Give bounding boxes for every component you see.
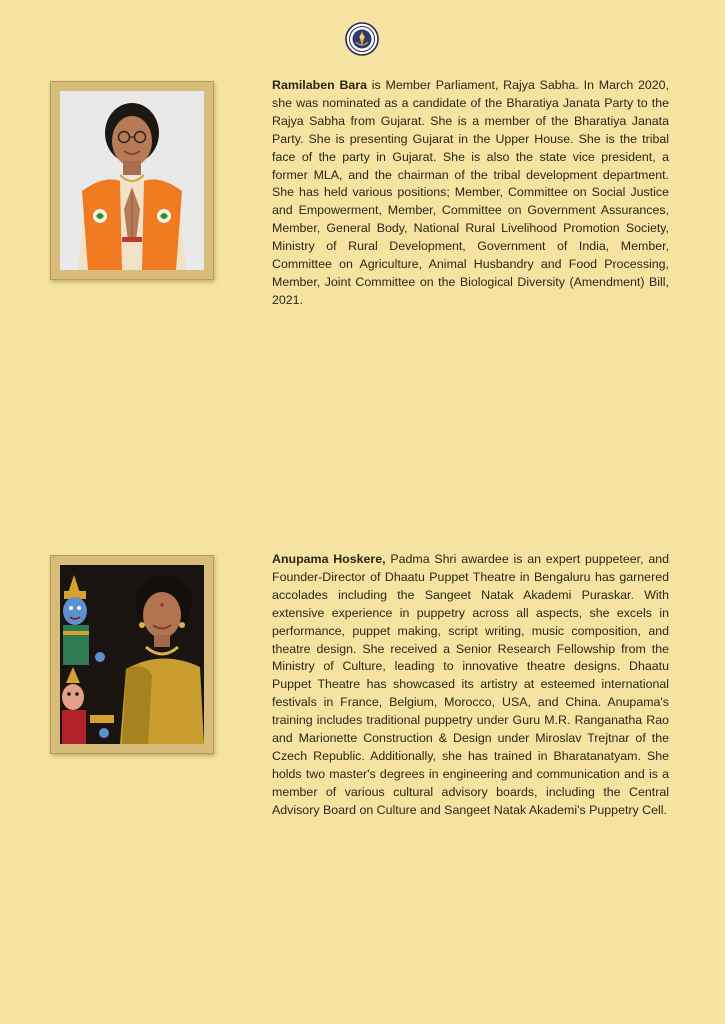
profile-name: Ramilaben Bara [272, 78, 367, 92]
profile-bio [272, 77, 669, 310]
profile-photo-frame [50, 81, 214, 280]
circular-seal-icon [345, 22, 379, 56]
profile-name: Anupama Hoskere, [272, 552, 386, 566]
profile-bio [272, 551, 669, 820]
profile-photo-frame [50, 555, 214, 754]
portrait-woman-saffron-scarf [60, 91, 204, 270]
profile-bio-text: is Member Parliament, Rajya Sabha. In March 2020, she was nominated as a candidate of the Bharatiya Janata Party to the Rajya Sabha from Gujarat. She is a member of the Bharatiya Janata Party. She is presenting Gujarat in the Upper House. She is the tribal face of the party in Gujarat. She is also the state vice president, a former MLA, and the chairman of the tribal development department. She has held various positions; Member, Committee on Social Justice and Empowerment, Member, Committee on Government Assurances, Member, General Body, National Rural Livelihood Promotion Society, Ministry of Rural Development, Government of India, Member, Committee on Agriculture, Animal Husbandry and Food Processing, Member, Joint Committee on the Biological Diversity (Amendment) Bill, 2021. [272, 78, 669, 307]
profile-bio-text: Padma Shri awardee is an expert puppeteer, and Founder-Director of Dhaatu Puppet Theatre in Bengaluru has garnered accolades including the Sangeet Natak Akademi Puraskar. With extensive experience in puppetry across all aspects, she excels in performance, puppet making, script writing, music composition, and theatre design. She received a Senior Research Fellowship from the Ministry of Culture, leading to innovative theatre designs. Dhaatu Puppet Theatre has showcased its artistry at esteemed international festivals in France, Belgium, Morocco, USA, and China. Anupama's training includes traditional puppetry under Guru M.R. Ranganatha Rao and Marionette Construction & Design under Miroslav Trejtnar of the Czech Republic. Additionally, she has trained in Bharatanatyam. She holds two master's degrees in engineering and communication and is a member of various cultural advisory boards, including the Central Advisory Board on Culture and Sangeet Natak Akademi's Puppetry Cell. [272, 552, 669, 817]
portrait-woman-with-puppets [60, 565, 204, 744]
